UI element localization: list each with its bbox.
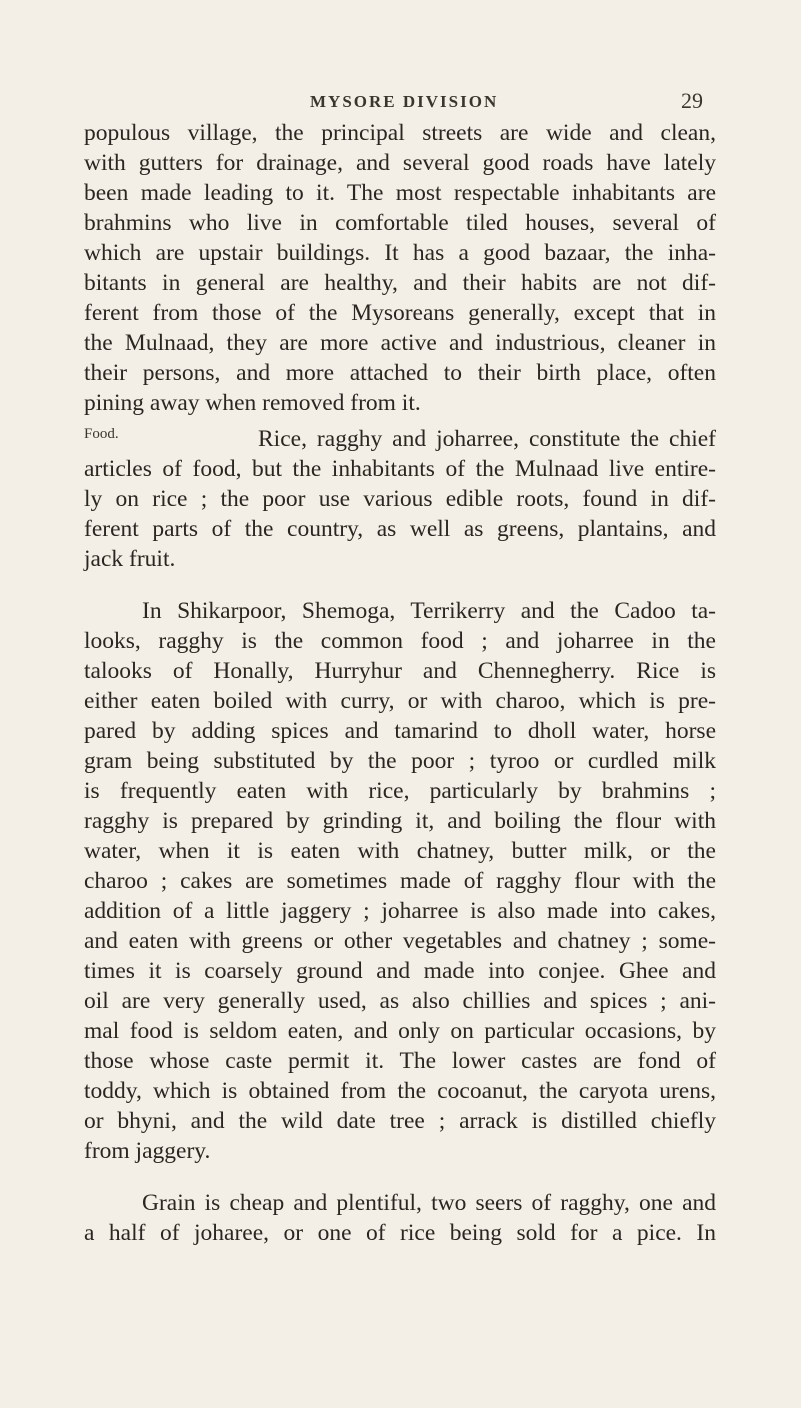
text-line: Rice, ragghy and joharree, constitute the chief [258,426,716,452]
text-line: with gutters for drainage, and several good roads have lately [84,150,716,176]
margin-note: Food. [84,426,119,442]
text-line: populous village, the principal streets are wide and clean, [84,120,716,146]
text-line: Grain is cheap and plentiful, two seers of ragghy, one and [142,1190,716,1216]
text-line: or bhyni, and the wild date tree ; arrack is distilled chiefly [84,1108,716,1134]
text-line: their persons, and more attached to their birth place, often [84,360,716,386]
text-line: from jaggery. [84,1138,211,1164]
text-line: ragghy is prepared by grinding it, and boiling the flour with [84,808,716,834]
text-line: been made leading to it. The most respectable inhabitants are [84,180,716,206]
text-line: oil are very generally used, as also chillies and spices ; ani- [84,988,716,1014]
text-line: ferent from those of the Mysoreans generally, except that in [84,300,716,326]
text-line: which are upstair buildings. It has a good bazaar, the inha- [84,240,716,266]
text-line: mal food is seldom eaten, and only on particular occasions, by [84,1018,716,1044]
text-line: times it is coarsely ground and made into conjee. Ghee and [84,958,716,984]
text-line: pared by adding spices and tamarind to dholl water, horse [84,718,716,744]
text-line: talooks of Honally, Hurryhur and Chennegherry. Rice is [84,658,716,684]
text-line: is frequently eaten with rice, particularly by brahmins ; [84,778,716,804]
text-line: gram being substituted by the poor ; tyroo or curdled milk [84,748,716,774]
running-title: MYSORE DIVISION [310,92,499,111]
text-line: ferent parts of the country, as well as greens, plantains, and [84,516,716,542]
text-line: charoo ; cakes are sometimes made of ragghy flour with the [84,868,716,894]
page-number: 29 [681,88,703,113]
text-line: looks, ragghy is the common food ; and joharree in the [84,628,716,654]
text-line: bitants in general are healthy, and their habits are not dif- [84,270,716,296]
text-line: brahmins who live in comfortable tiled houses, several of [84,210,716,236]
text-line: toddy, which is obtained from the cocoanut, the caryota urens, [84,1078,716,1104]
text-line: addition of a little jaggery ; joharree is also made into cakes, [84,898,716,924]
text-line: and eaten with greens or other vegetables and chatney ; some- [84,928,716,954]
text-line: a half of joharee, or one of rice being sold for a pice. In [84,1220,716,1246]
text-line: jack fruit. [84,546,176,572]
text-line: articles of food, but the inhabitants of the Mulnaad live entire- [84,456,716,482]
text-line: ly on rice ; the poor use various edible roots, found in dif- [84,486,716,512]
running-head [0,88,801,118]
text-line: In Shikarpoor, Shemoga, Terrikerry and the Cadoo ta- [142,598,716,624]
text-line: either eaten boiled with curry, or with charoo, which is pre- [84,688,716,714]
text-line: those whose caste permit it. The lower castes are fond of [84,1048,716,1074]
text-line: water, when it is eaten with chatney, butter milk, or the [84,838,716,864]
text-line: pining away when removed from it. [84,390,421,416]
text-line: the Mulnaad, they are more active and industrious, cleaner in [84,330,716,356]
